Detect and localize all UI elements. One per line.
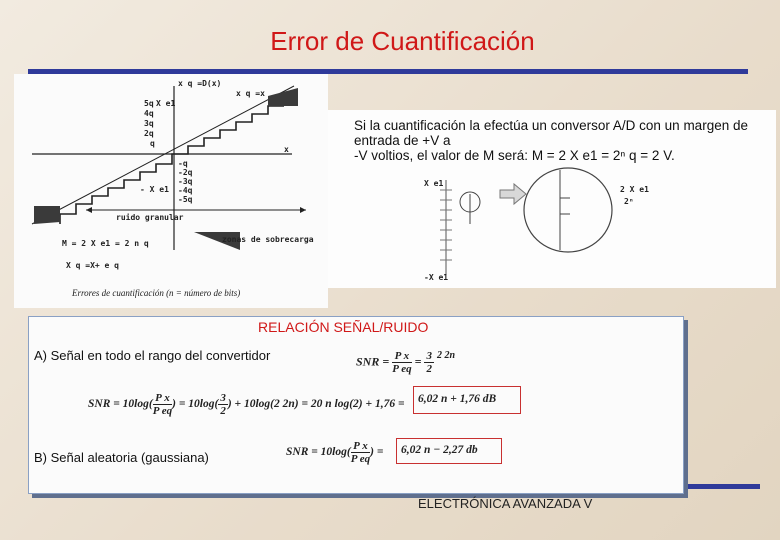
circle-label-1: 2 X e1 [620,185,649,194]
level-4q: 4q [144,109,154,118]
formula-a1-pow: 2 2n [436,350,456,361]
item-b-label: B) Señal aleatoria (gaussiana) [34,450,209,465]
formula-a2-num: P x [153,392,172,405]
axis-top-label: x q =D(x) [178,79,222,88]
formula-a2-fraction-2 [218,392,228,417]
formula-a2-den: P eq [152,405,173,417]
formula-a1-num2: 3 [426,350,432,362]
formula-a1-lhs: SNR = [356,354,390,369]
xmax-label: X e1 [156,99,176,108]
description-line-2: -V voltios, el valor de M será: M = 2 X e1 = 2ⁿ q = 2 V. [354,148,675,163]
formula-b-num: P x [351,440,370,453]
formula-a2-fraction-1 [153,392,172,417]
level-2q: 2q [144,129,154,138]
formula-a2-start: SNR = 10log( [88,398,153,411]
quantization-figure [14,74,328,308]
formula-b-fraction [351,440,370,465]
neg-level-4q: -4q [178,186,193,195]
equation-m: M = 2 X e1 = 2 n q [62,239,149,248]
formula-a2-num2: 3 [220,392,226,404]
x-bottom-label: -X e1 [424,273,449,282]
level-5q: 5q [144,99,154,108]
x-top-label: X e1 [424,179,444,188]
converter-description [354,118,774,163]
formula-b [286,440,383,465]
granular-label: ruido granular [116,213,184,222]
xmin-label: - X e1 [140,185,169,194]
circle-label-2: 2ⁿ [624,197,634,206]
formula-a1-eq: = [414,354,422,369]
level-3q: 3q [144,119,154,128]
formula-a1-num1: P x [392,350,411,363]
neg-level-5q: -5q [178,195,193,204]
formula-a1-fraction-2 [424,350,434,375]
neg-level-3q: -3q [178,177,193,186]
level-q: q [150,139,155,148]
formula-b-lhs: SNR = 10log( [286,446,351,459]
footer-rule [688,484,760,489]
formula-b-result: 6,02 n − 2,27 db [401,444,478,456]
neg-level-q: -q [178,159,188,168]
formula-a2-den2: 2 [220,405,226,417]
figure-caption: Errores de cuantificación (n = número de bits) [72,288,241,298]
equation-xq: X q =X+ e q [66,261,119,270]
formula-a2-mid: ) = 10log( [172,398,219,411]
formula-a1-den1: P eq [392,363,412,375]
formula-a2-rest: ) + 10log(2 2n) = 20 n log(2) + 1,76 = [227,398,405,411]
footer-text: ELECTRÓNICA AVANZADA V [418,496,593,511]
formula-a2 [88,392,405,417]
description-line-1: Si la cuantificación la efectúa un conversor A/D con un margen de entrada de +V a [354,118,748,148]
formula-b-den: P eq [350,453,371,465]
overload-label: zonas de sobrecarga [222,235,314,244]
formula-a1 [356,350,455,375]
snr-panel-title: RELACIÓN SEÑAL/RUIDO [258,319,429,335]
formula-a1-den2: 2 [426,363,432,375]
x-axis-label: x [284,145,289,154]
line-label: x q =x [236,89,265,98]
quantization-staircase-diagram [14,74,328,308]
slide-title: Error de Cuantificación [270,26,535,56]
neg-level-2q: -2q [178,168,193,177]
formula-b-rhs: ) = [370,446,384,459]
formula-a1-fraction-1 [392,350,411,375]
item-a-label: A) Señal en todo el rango del convertidor [34,348,271,363]
formula-a2-result: 6,02 n + 1,76 dB [418,393,497,405]
